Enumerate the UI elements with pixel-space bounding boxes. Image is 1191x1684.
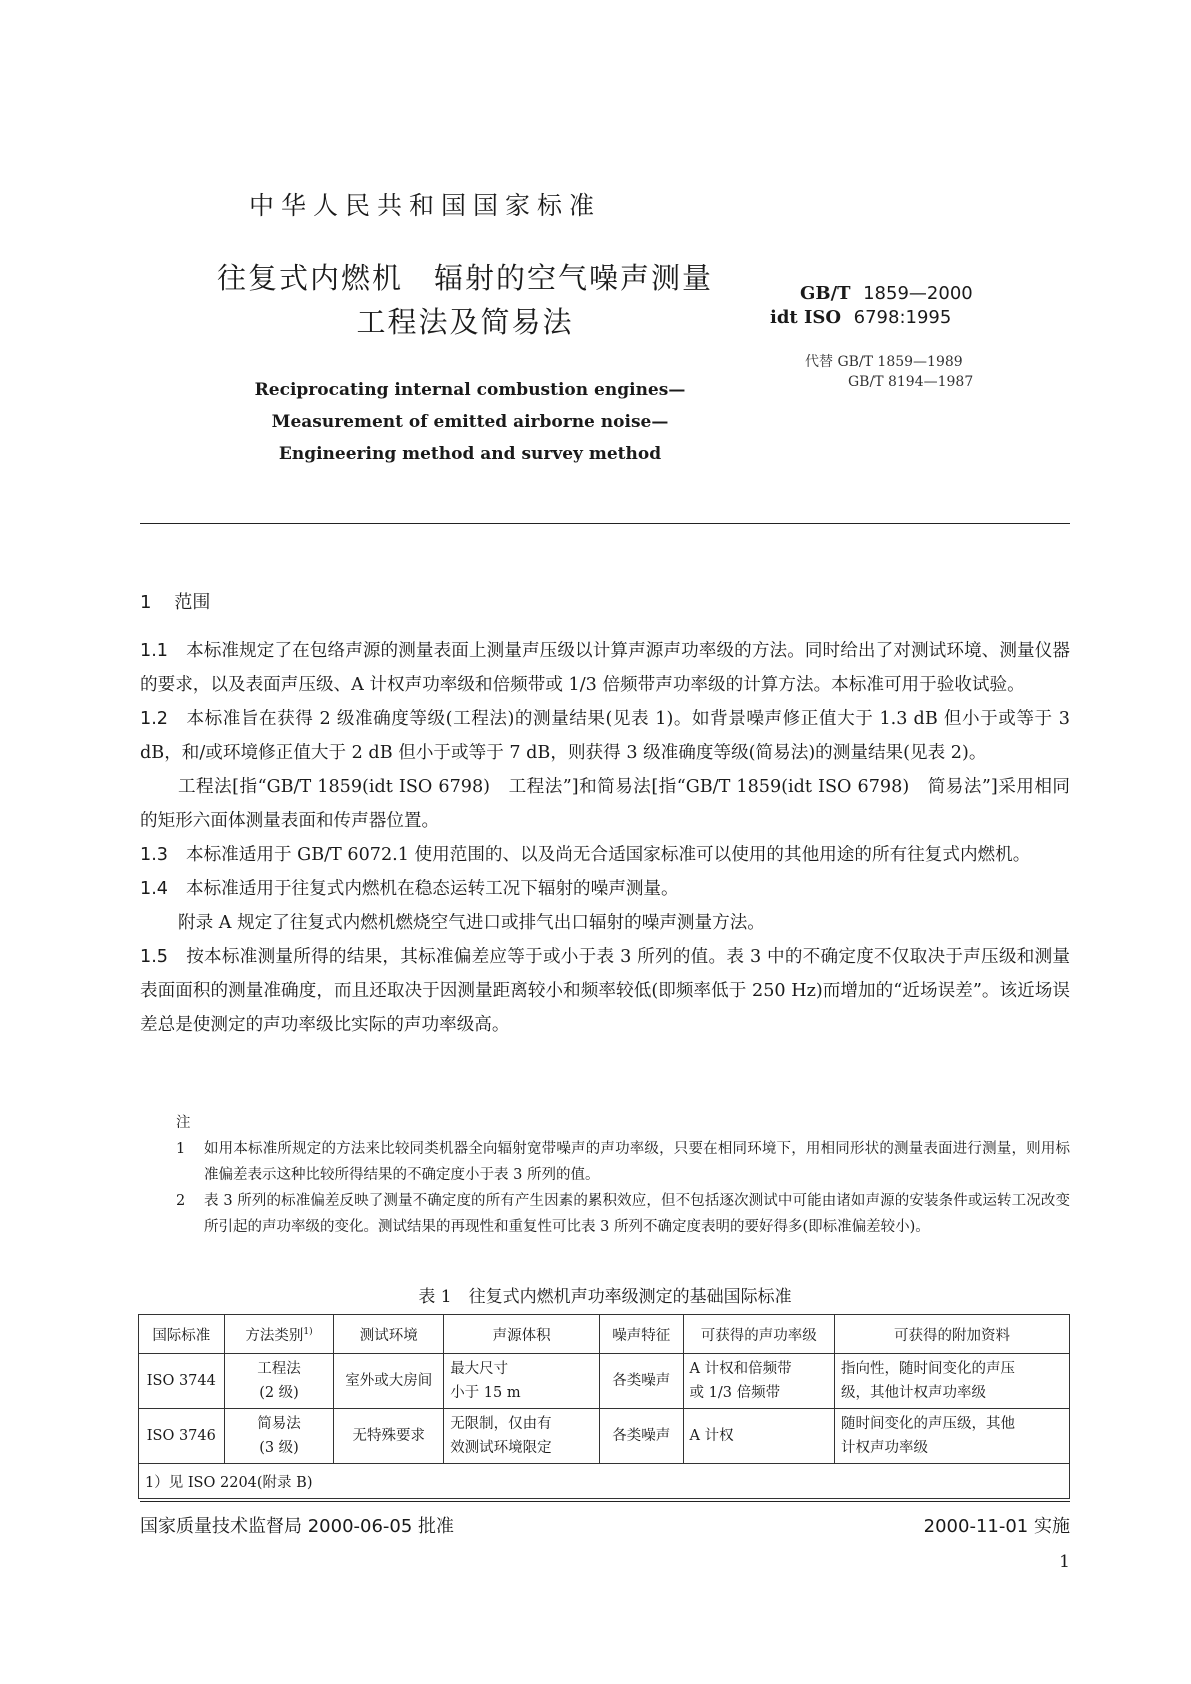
cell-line: 小于 15 m: [450, 1385, 521, 1401]
cell-line: (2 级): [259, 1385, 299, 1401]
section-title: 范围: [174, 592, 211, 613]
section-number: 1: [140, 592, 152, 613]
standard-number-prefix: GB/T: [800, 283, 851, 304]
clause-number: 1.4: [140, 879, 168, 899]
table-footnote: 1）见 ISO 2204(附录 B): [139, 1464, 1070, 1499]
note-text: 表 3 所列的标准偏差反映了测量不确定度的所有产生因素的累积效应，但不包括逐次测试中可能由诸如声源的安装条件或运转工况改变所引起的声功率级的变化。测试结果的再现性和重复性可比表 3 所列不确定度表明的要好得多(即标准偏差较小)。: [204, 1193, 1070, 1235]
clause-1-3: [140, 838, 1070, 872]
cell-line: 工程法: [257, 1361, 301, 1377]
header-cell: 国际标准: [139, 1315, 225, 1354]
cell-line: 或 1/3 倍频带: [689, 1385, 781, 1401]
footnote-marker: 1): [303, 1326, 313, 1337]
cell-standard: ISO 3746: [139, 1409, 225, 1464]
page-number: 1: [1059, 1552, 1070, 1572]
cell-noise: 各类噪声: [600, 1354, 683, 1409]
standards-table: [138, 1314, 1070, 1499]
clause-text: 本标准旨在获得 2 级准确度等级(工程法)的测量结果(见表 1)。如背景噪声修正值大于 1.3 dB 但小于或等于 3 dB，和/或环境修正值大于 2 dB 但小于或等于 7 dB，则获得 3 级准确度等级(简易法)的测量结果(见表 2)。: [140, 709, 1070, 763]
cell-line: 最大尺寸: [450, 1361, 509, 1377]
standard-idt: [770, 307, 951, 328]
table-header-row: [139, 1315, 1070, 1354]
title-en-line2: Measurement of emitted airborne noise—: [271, 412, 669, 432]
note-number: 1: [176, 1141, 186, 1157]
header-cell: 测试环境: [334, 1315, 444, 1354]
replaces-line2: GB/T 8194—1987: [848, 374, 974, 390]
clause-1-4-paragraph: 附录 A 规定了往复式内燃机燃烧空气进口或排气出口辐射的噪声测量方法。: [178, 913, 765, 933]
body-text: [140, 634, 1070, 1042]
effective-date: 2000-11-01 实施: [923, 1516, 1070, 1537]
clause-number: 1.2: [140, 709, 168, 729]
clause-1-2-paragraph: 工程法[指“GB/T 1859(idt ISO 6798) 工程法”]和简易法[指“GB/T 1859(idt ISO 6798) 简易法”]采用相同的矩形六面体测量表面和传声器位置。: [140, 777, 1070, 831]
cell-line: (3 级): [259, 1440, 299, 1456]
cell-line: A 计权和倍频带: [689, 1361, 792, 1377]
cell-line: 指向性，随时间变化的声压: [841, 1361, 1016, 1377]
standard-number-value: 1859—2000: [863, 283, 973, 304]
cell-power: A 计权: [683, 1409, 835, 1464]
cell-info: [835, 1409, 1070, 1464]
note-item: [176, 1188, 1070, 1240]
clause-number: 1.5: [140, 947, 168, 967]
approval-date: 国家质量技术监督局 2000-06-05 批准: [140, 1516, 455, 1537]
table-row: [139, 1409, 1070, 1464]
footer-divider: [140, 1501, 1070, 1502]
clause-text: 本标准规定了在包络声源的测量表面上测量声压级以计算声源声功率级的方法。同时给出了对测试环境、测量仪器的要求，以及表面声压级、A 计权声功率级和倍频带或 1/3 倍频带声功率级的计算方法。本标准可用于验收试验。: [140, 641, 1070, 695]
clause-1-4: [140, 872, 1070, 906]
cell-line: 无限制，仅由有: [450, 1416, 552, 1432]
cell-method: [224, 1354, 334, 1409]
cell-volume: [444, 1409, 600, 1464]
note-item: [176, 1136, 1070, 1188]
table-row: [139, 1354, 1070, 1409]
title-en-line1: Reciprocating internal combustion engines—: [254, 380, 686, 400]
standard-idt-prefix: idt ISO: [770, 307, 842, 328]
cell-line: 简易法: [257, 1416, 301, 1432]
note-number: 2: [176, 1193, 186, 1209]
standard-number: [800, 283, 973, 304]
clause-1-2: [140, 702, 1070, 770]
cell-line: 级，其他计权声功率级: [841, 1385, 987, 1401]
header-cell: 可获得的附加资料: [835, 1315, 1070, 1354]
clause-1-5: [140, 940, 1070, 1042]
notes: [176, 1110, 1070, 1240]
cell-line: 计权声功率级: [841, 1440, 929, 1456]
title-cn-line2: 工程法及简易法: [356, 305, 574, 339]
note-text: 如用本标准所规定的方法来比较同类机器全向辐射宽带噪声的声功率级，只要在相同环境下，用相同形状的测量表面进行测量，则用标准偏差表示这种比较所得结果的不确定度小于表 3 所列的值。: [204, 1141, 1070, 1183]
section-heading: [140, 588, 210, 614]
clause-text: 按本标准测量所得的结果，其标准偏差应等于或小于表 3 所列的值。表 3 中的不确定度不仅取决于声压级和测量表面面积的测量准确度，而且还取决于因测量距离较小和频率较低(即频率低于 250 Hz)而增加的“近场误差”。该近场误差总是使测定的声功率级比实际的声功率级高。: [140, 947, 1070, 1035]
cell-line: 随时间变化的声压级，其他: [841, 1416, 1016, 1432]
clause-text: 本标准适用于 GB/T 6072.1 使用范围的、以及尚无合适国家标准可以使用的其他用途的所有往复式内燃机。: [185, 845, 1031, 865]
cell-power: [683, 1354, 835, 1409]
cell-line: 效测试环境限定: [450, 1440, 552, 1456]
clause-number: 1.1: [140, 641, 168, 661]
header-title: 中华人民共和国国家标准: [248, 191, 601, 220]
title-en-line3: Engineering method and survey method: [278, 444, 662, 464]
notes-label: 注: [176, 1115, 191, 1131]
title-cn-line1: 往复式内燃机 辐射的空气噪声测量: [216, 261, 713, 295]
header-cell: 声源体积: [444, 1315, 600, 1354]
clause-text: 本标准适用于往复式内燃机在稳态运转工况下辐射的噪声测量。: [185, 879, 679, 899]
cell-noise: 各类噪声: [600, 1409, 683, 1464]
replaces-line1: 代替 GB/T 1859—1989: [805, 354, 963, 370]
clause-1-1: [140, 634, 1070, 702]
standard-idt-value: 6798:1995: [853, 307, 952, 328]
cell-standard: ISO 3744: [139, 1354, 225, 1409]
cell-info: [835, 1354, 1070, 1409]
header-cell-text: 方法类别: [245, 1327, 304, 1344]
cell-environment: 无特殊要求: [334, 1409, 444, 1464]
cell-environment: 室外或大房间: [334, 1354, 444, 1409]
header-cell: 可获得的声功率级: [683, 1315, 835, 1354]
cell-volume: [444, 1354, 600, 1409]
header-cell: [224, 1315, 334, 1354]
header-cell: 噪声特征: [600, 1315, 683, 1354]
table-caption: 表 1 往复式内燃机声功率级测定的基础国际标准: [418, 1287, 792, 1307]
header-divider: [140, 523, 1070, 524]
cell-method: [224, 1409, 334, 1464]
table-footnote-row: [139, 1464, 1070, 1499]
clause-number: 1.3: [140, 845, 168, 865]
